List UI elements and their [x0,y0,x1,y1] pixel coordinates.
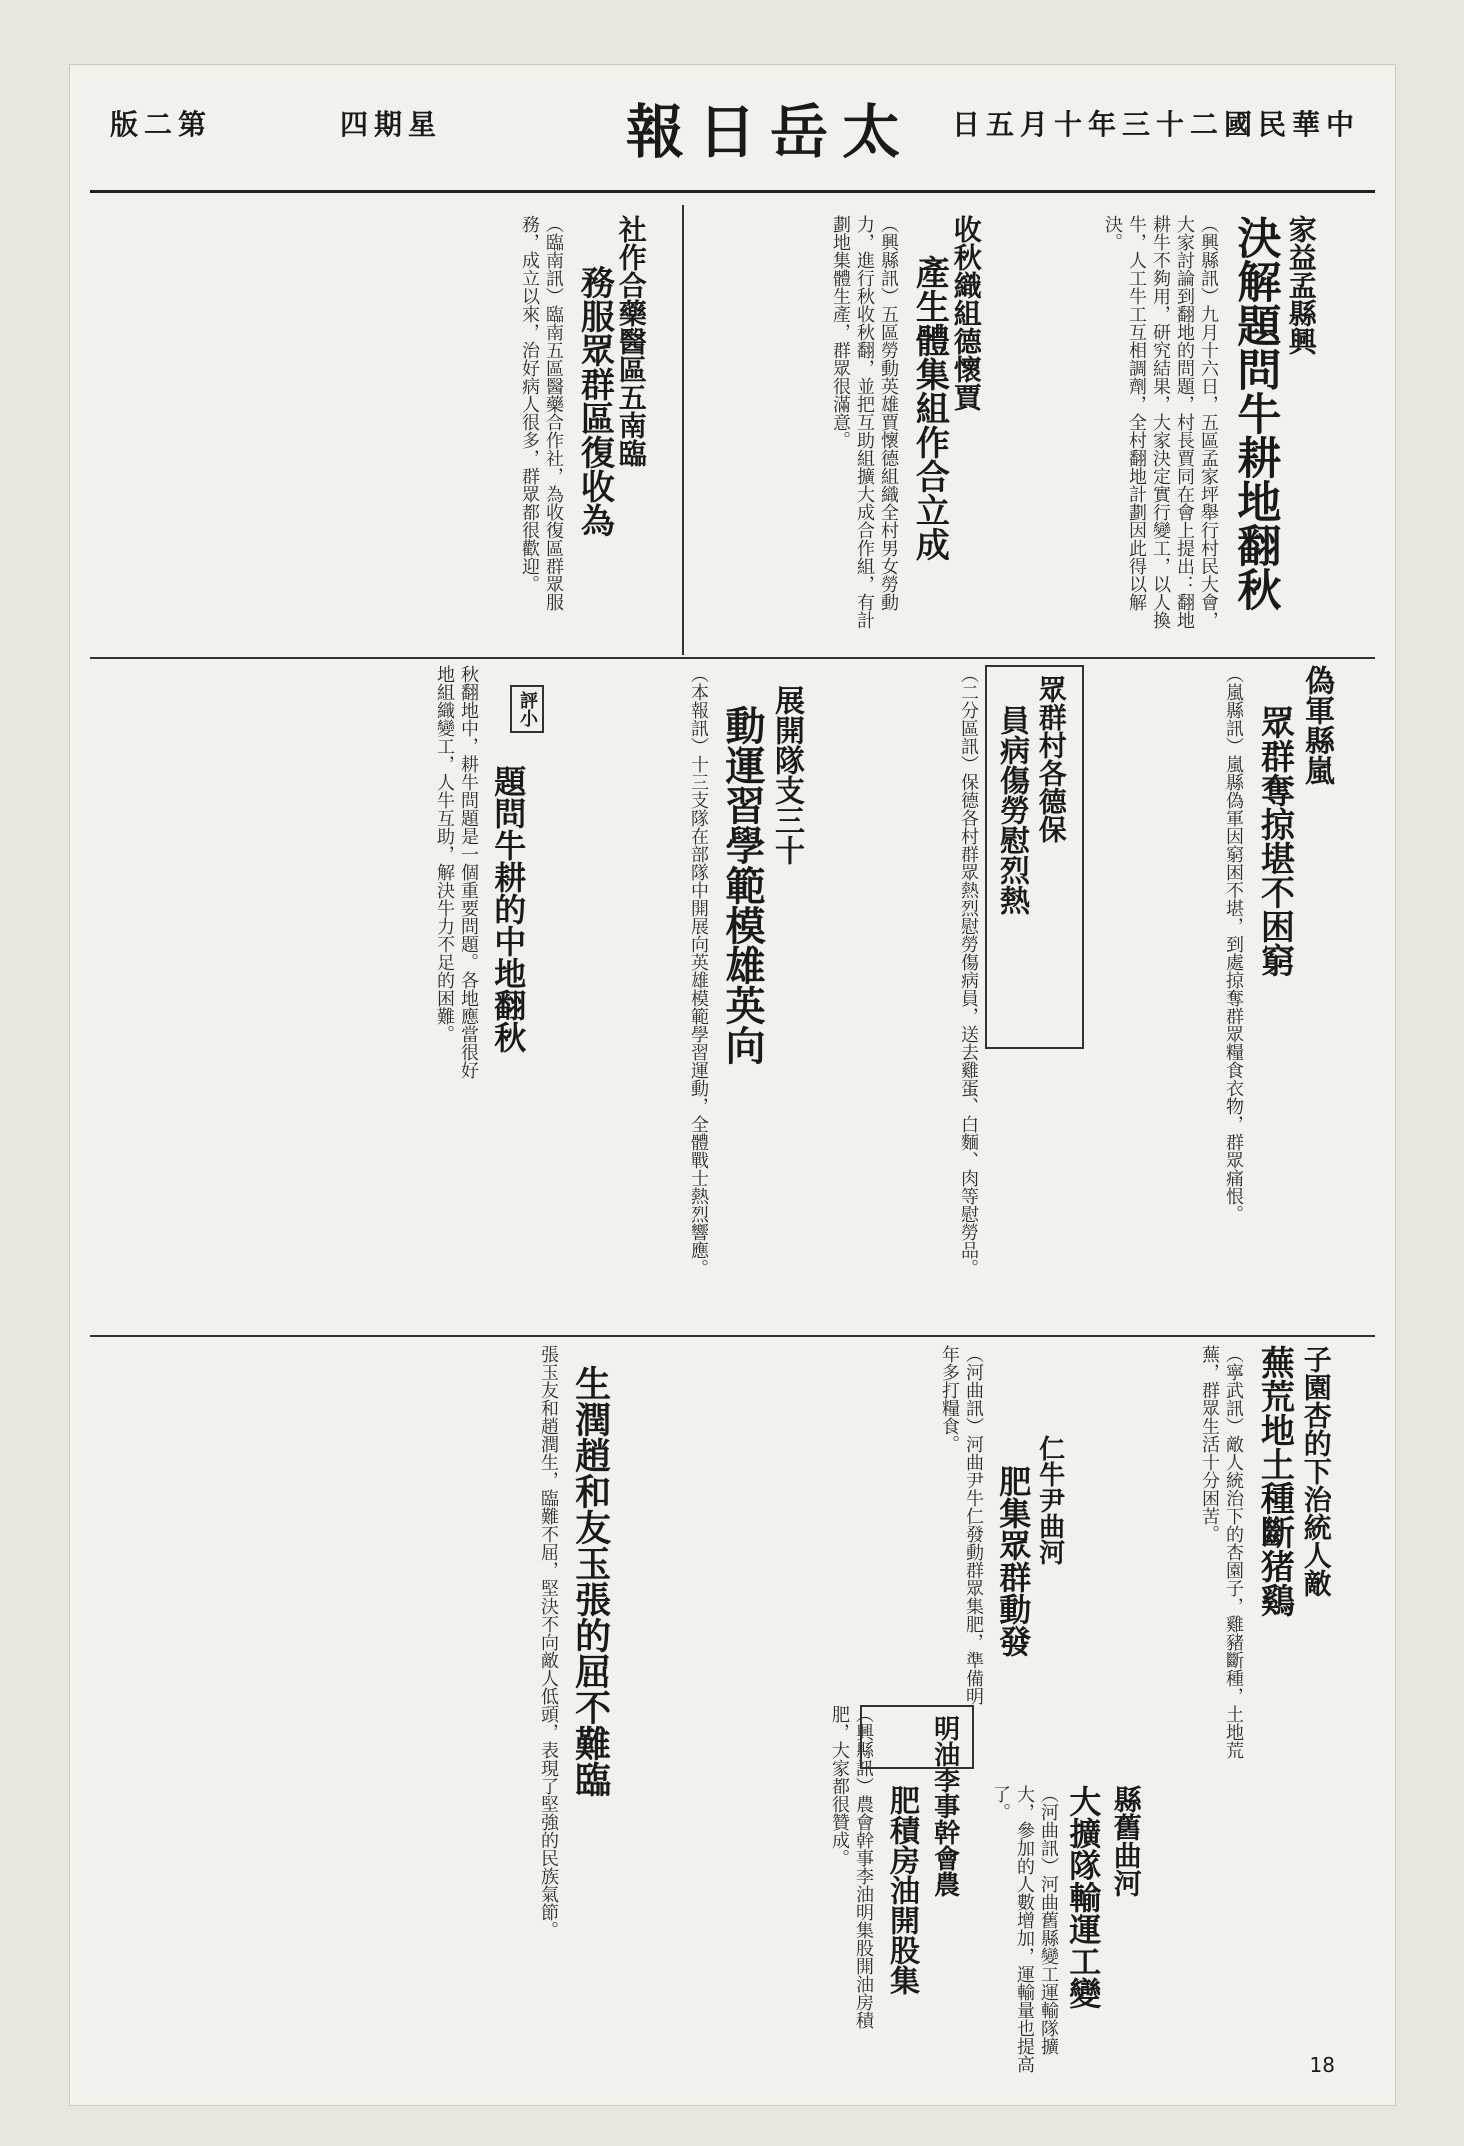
commentary-label: 評小 [510,685,544,733]
column-divider [682,205,684,655]
a3-subtitle: 社作合藥醫區五南臨 [614,215,648,467]
a8-subtitle: 子園杏的下治統人敵 [1299,1345,1333,1597]
a10-text: 張玉友和趙潤生，臨難不屈，堅決不向敵人低頭，表現了堅強的民族氣節。 [538,1345,559,1939]
a12-subtitle: 縣舊曲河 [1109,1785,1143,1897]
a8-title: 蕪荒地土種斷猪鷄 [1254,1345,1295,1617]
weekday: 四期星 [340,108,443,141]
a1-text: （興縣訊）九月十六日，五區孟家坪舉行村民大會，大家討論到翻地的問題，村長賈同在會上提出：翻地耕牛不夠用，研究結果，大家決定實行變工，以人換牛，人工牛工互相調劑，全村翻地計劃因此得以解決。 [1102,215,1219,629]
a2-subtitle: 收秋織組德懷賈 [949,215,983,411]
section-rule [90,1335,1375,1337]
a5-subtitle: 展開隊支三十 [769,685,804,865]
a5-text: （本報訊）十三支隊在部隊中開展向英雄模範學習運動，全體戰士熱烈響應。 [688,665,709,1277]
a3-text: （臨南訊）臨南五區醫藥合作社，為收復區群眾服務，成立以來，治好病人很多，群眾都很歡迎。 [519,215,564,611]
masthead [70,85,1395,175]
a8-text: （寧武訊）敵人統治下的杏園子，雞豬斷種，土地荒蕪，群眾生活十分困苦。 [1199,1345,1244,1759]
a6-title: 員病傷勞慰烈熱 [994,705,1029,915]
a1-subtitle: 家益孟縣興 [1284,215,1318,355]
issue-date: 日五月十年三十二國民華中 [951,108,1360,141]
page-number: 18 [1309,2053,1335,2077]
a1-title: 決解題問牛耕地翻秋 [1229,215,1281,611]
a11-subtitle: 明油李事幹會農 [929,1715,960,1897]
a6-text: （二分區訊）保德各村群眾熱烈慰勞傷病員，送去雞蛋、白麵、肉等慰勞品。 [958,665,979,1277]
a4-text: 秋翻地中，耕牛問題是一個重要問題。各地應當很好地組織變工，人牛互助，解決牛力不足的困難。 [434,665,479,1079]
section-rule [90,657,1375,659]
a11-text: （興縣訊）農會幹事李油明集股開油房積肥，大家都很贊成。 [829,1705,874,2029]
a2-text: （興縣訊）五區勞動英雄賈懷德組織全村男女勞動力，進行秋收秋翻，並把互助組擴大成合作組，有計劃地集體生產，群眾很滿意。 [830,215,899,629]
a2-title: 產生體集組作合立成 [909,255,950,561]
a12-text: （河曲訊）河曲舊縣變工運輸隊擴大，參加的人數增加，運輸量也提高了。 [990,1785,1059,2073]
a4-title: 題問牛耕的中地翻秋 [489,765,528,1053]
a9-subtitle: 仁牛尹曲河 [1034,1435,1065,1565]
newspaper-page [70,65,1395,2105]
a11-title: 肥積房油開股集 [884,1785,919,1995]
a9-text: （河曲訊）河曲尹牛仁發動群眾集肥，準備明年多打糧食。 [939,1345,984,1705]
newspaper-title: 報日岳太 [625,98,914,166]
page-label: 版二第 [110,108,213,141]
masthead-rule [90,190,1375,193]
a7-text: （嵐縣訊）嵐縣偽軍因窮困不堪，到處掠奪群眾糧食衣物，群眾痛恨。 [1223,665,1244,1223]
a7-title: 眾群奪掠堪不困窮 [1254,705,1295,977]
a9-title: 肥集眾群動發 [994,1465,1033,1657]
a5-title: 動運習學範模雄英向 [719,705,766,1065]
a7-subtitle: 偽軍縣嵐 [1299,665,1334,785]
a6-subtitle: 眾群村各德保 [1034,675,1068,843]
a10-title: 生潤趙和友玉張的屈不難臨 [569,1365,612,1797]
a12-title: 大擴隊輸運工變 [1064,1785,1103,2009]
a3-title: 務服眾群區復收為 [574,265,615,537]
